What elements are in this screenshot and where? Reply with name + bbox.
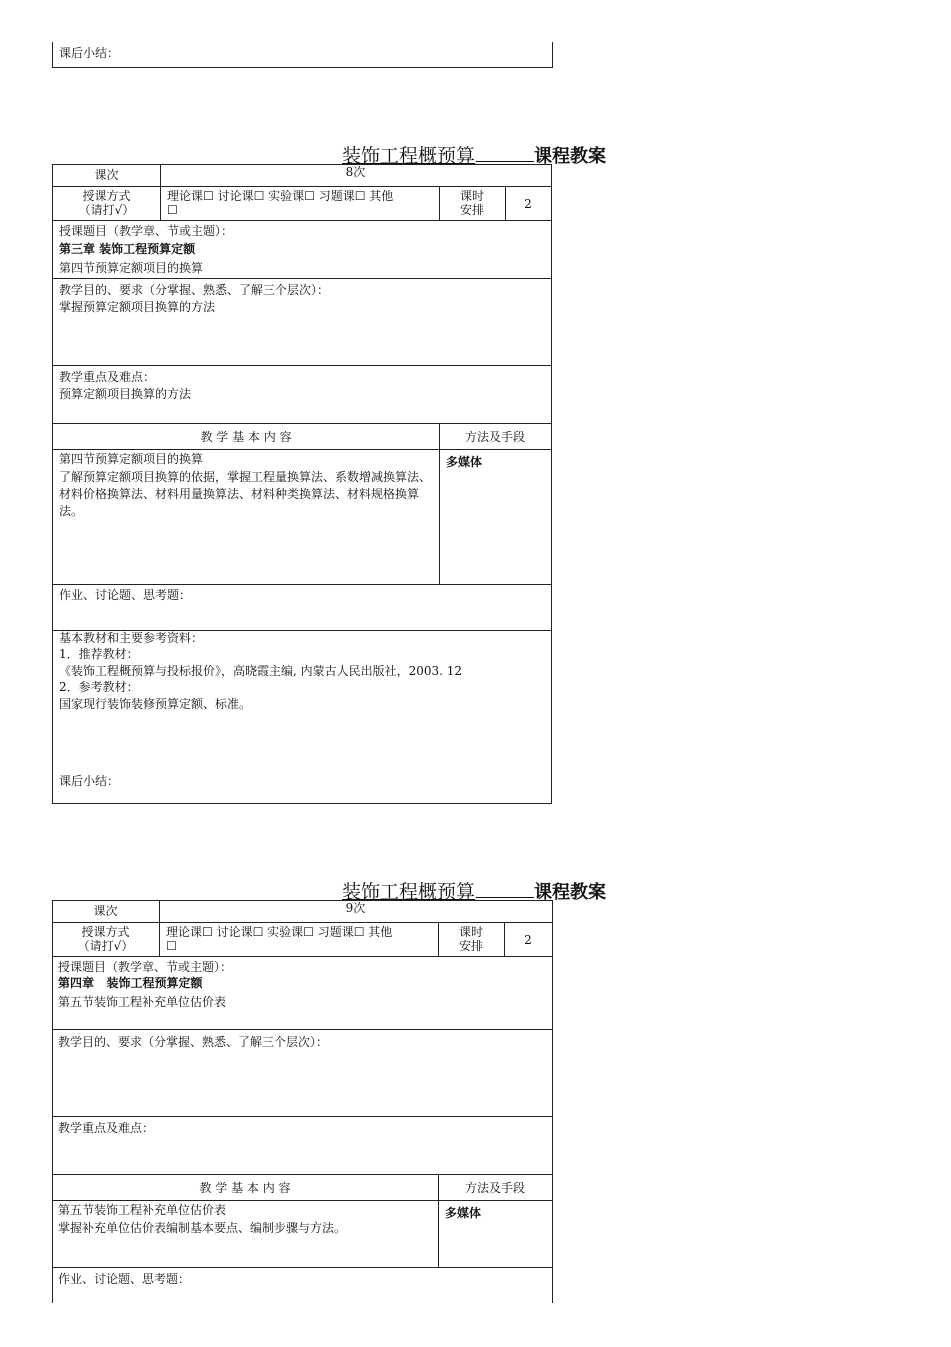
hours-value: 2: [524, 197, 532, 211]
title-underline: [476, 897, 534, 898]
session-value: 8次: [345, 165, 366, 179]
topic-chapter: 第三章 装饰工程预算定额: [59, 242, 196, 256]
ref-label: 基本教材和主要参考资料：: [59, 631, 204, 645]
homework-label: 作业、讨论题、思考题：: [58, 1272, 191, 1286]
ref-2-text: 国家现行装饰装修预算定额、标准。: [59, 697, 252, 711]
content-paragraph: 了解预算定额项目换算的依据，掌握工程量换算法、系数增减换算法、材料价格换算法、材料用量换算法、材料种类换算法、材料规格换算法。: [59, 470, 432, 518]
session-label: 课次: [94, 168, 119, 182]
goal-label: 教学目的、要求（分掌握、熟悉、了解三个层次）：: [59, 283, 330, 297]
key-text: 预算定额项目换算的方法: [59, 387, 192, 401]
ref-1-label: 1．推荐教材：: [59, 647, 139, 661]
content-heading: 第四节预算定额项目的换算: [59, 452, 204, 466]
course-title: 装饰工程概预算: [342, 145, 476, 167]
hours-value: 2: [524, 933, 532, 947]
topic-section: 第五节装饰工程补充单位估价表: [58, 995, 227, 1009]
goal-label: 教学目的、要求（分掌握、熟悉、了解三个层次）：: [58, 1035, 329, 1049]
table-border: [552, 42, 553, 67]
key-label: 教学重点及难点：: [59, 370, 156, 384]
homework-label: 作业、讨论题、思考题：: [59, 588, 192, 602]
hours-label: 课时 安排: [458, 925, 483, 953]
table-border: [52, 67, 553, 68]
content-header: 教 学 基 本 内 容: [199, 1181, 291, 1195]
session-label: 课次: [93, 904, 118, 918]
title-suffix: 课程教案: [534, 882, 606, 903]
content-paragraph: 掌握补充单位估价表编制基本要点、编制步骤与方法。: [58, 1221, 347, 1235]
means-header: 方法及手段: [464, 430, 525, 444]
topic-section: 第四节预算定额项目的换算: [59, 261, 204, 275]
content-header: 教 学 基 本 内 容: [200, 430, 292, 444]
ref-1-text: 《装饰工程概预算与投标报价》，高晓霞主编, 内蒙古人民出版社，2003. 12: [59, 664, 463, 678]
title-suffix: 课程教案: [534, 146, 606, 167]
lesson-table: [52, 164, 552, 804]
session-value: 9次: [345, 901, 366, 915]
means-value: 多媒体: [446, 455, 483, 469]
summary-label: 课后小结：: [59, 46, 120, 60]
means-header: 方法及手段: [464, 1181, 525, 1195]
topic-label: 授课题目（教学章、节或主题）：: [58, 960, 233, 974]
topic-label: 授课题目（教学章、节或主题）：: [59, 224, 234, 238]
title-underline: [476, 161, 534, 162]
content-heading: 第五节装饰工程补充单位估价表: [58, 1203, 227, 1217]
means-value: 多媒体: [445, 1206, 482, 1220]
method-options: 理论课☐ 讨论课☐ 实验课☐ 习题课☐ 其他 ☐: [166, 925, 393, 953]
method-label: 授课方式 （请打√）: [77, 925, 134, 953]
summary-label: 课后小结：: [59, 774, 120, 788]
hours-label: 课时 安排: [459, 189, 484, 217]
ref-2-label: 2．参考教材：: [59, 680, 139, 694]
method-options: 理论课☐ 讨论课☐ 实验课☐ 习题课☐ 其他 ☐: [167, 189, 394, 217]
goal-text: 掌握预算定额项目换算的方法: [59, 300, 216, 314]
method-label: 授课方式 （请打√）: [78, 189, 135, 217]
table-border: [52, 42, 53, 67]
course-title: 装饰工程概预算: [342, 881, 476, 903]
topic-chapter: 第四章 装饰工程预算定额: [58, 976, 203, 990]
key-label: 教学重点及难点：: [58, 1121, 155, 1135]
